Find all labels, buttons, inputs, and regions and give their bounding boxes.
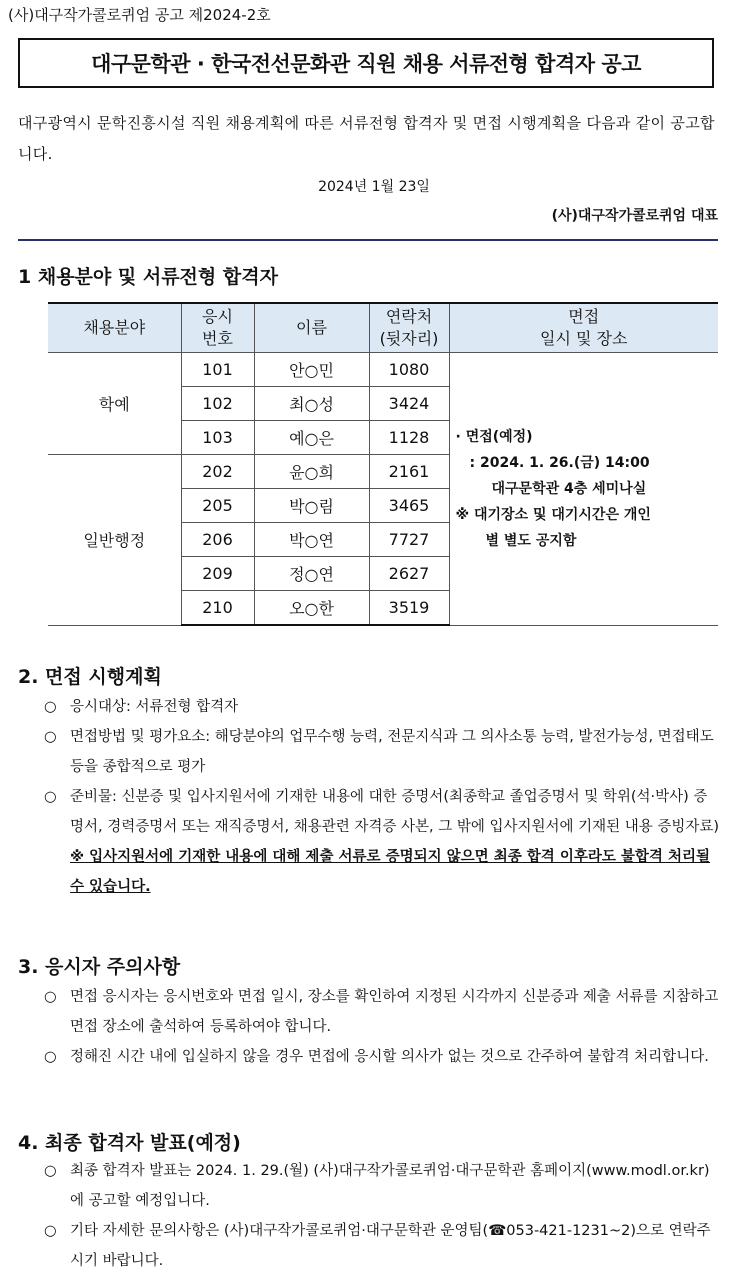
col-header-interview: 면접 일시 및 장소 (449, 303, 718, 353)
list-item-text: 정해진 시간 내에 입실하지 않을 경우 면접에 응시할 의사가 없는 것으로 간주하여 불합격 처리합니다. (70, 1049, 709, 1065)
list-item (44, 1156, 720, 1216)
document-title (18, 38, 714, 88)
col-header-name: 이름 (254, 303, 369, 353)
applicant-phone: 2161 (369, 455, 449, 489)
circle-bullet-icon: ○ (44, 789, 57, 805)
applicant-number: 205 (181, 489, 254, 523)
applicant-name: 오○한 (254, 591, 369, 626)
applicant-number: 101 (181, 353, 254, 387)
interview-note-cont: 별 별도 공지함 (485, 532, 577, 549)
list-item-text: 기타 자세한 문의사항은 (사)대구작가콜로퀴엄·대구문학관 운영팀(☎053-421-1231~2)으로 연락주시기 바랍니다. (70, 1223, 711, 1269)
applicant-name: 윤○희 (254, 455, 369, 489)
circle-bullet-icon: ○ (44, 1163, 57, 1179)
notice-date: 2024년 1월 23일 (318, 179, 430, 195)
list-item (44, 982, 720, 1042)
list-item (44, 1042, 720, 1072)
applicant-phone: 3465 (369, 489, 449, 523)
applicant-name: 안○민 (254, 353, 369, 387)
circle-bullet-icon: ○ (44, 729, 57, 745)
applicant-name: 정○연 (254, 557, 369, 591)
circle-bullet-icon: ○ (44, 1049, 57, 1065)
applicant-phone: 2627 (369, 557, 449, 591)
issuer-name: (사)대구작가콜로퀴엄 대표 (551, 208, 718, 224)
list-item-text: 면접방법 및 평가요소: 해당분야의 업무수행 능력, 전문지식과 그 의사소통 능력, 발전가능성, 면접태도 등을 종합적으로 평가 (70, 729, 714, 775)
applicant-table (48, 302, 718, 626)
applicant-phone: 1080 (369, 353, 449, 387)
applicant-number: 103 (181, 421, 254, 455)
table-header-row (48, 303, 718, 353)
circle-bullet-icon: ○ (44, 989, 57, 1005)
applicant-phone: 3519 (369, 591, 449, 626)
applicant-name: 박○연 (254, 523, 369, 557)
interview-place: 대구문학관 4층 세미나실 (491, 480, 647, 497)
section2-list (44, 692, 720, 902)
applicant-number: 210 (181, 591, 254, 626)
table-row (48, 353, 718, 387)
section2-heading: 2. 면접 시행계획 (18, 666, 162, 688)
interview-note: ※ 대기장소 및 대기시간은 개인 (455, 506, 651, 523)
col-header-field: 채용분야 (48, 303, 181, 353)
applicant-number: 102 (181, 387, 254, 421)
applicant-name: 최○성 (254, 387, 369, 421)
section3-heading: 3. 응시자 주의사항 (18, 956, 181, 978)
applicant-name: 박○림 (254, 489, 369, 523)
header-divider (18, 239, 718, 241)
list-item (44, 782, 720, 842)
list-item-text: 면접 응시자는 응시번호와 면접 일시, 장소를 확인하여 지정된 시각까지 신분증과 제출 서류를 지참하고 면접 장소에 출석하여 등록하여야 합니다. (70, 989, 719, 1035)
field-curatorial: 학예 (48, 353, 181, 455)
col-header-number: 응시 번호 (181, 303, 254, 353)
notice-number: (사)대구작가콜로퀴엄 공고 제2024-2호 (8, 6, 271, 24)
document-title-text: 대구문학관 · 한국전선문화관 직원 채용 서류전형 합격자 공고 (91, 52, 641, 76)
applicant-number: 206 (181, 523, 254, 557)
section4-list (44, 1156, 720, 1276)
circle-bullet-icon: ○ (44, 1223, 57, 1239)
list-item (44, 692, 720, 722)
col-header-phone: 연락처 (뒷자리) (369, 303, 449, 353)
section1-heading: 1 채용분야 및 서류전형 합격자 (18, 266, 278, 288)
warning-note: ※ 입사지원서에 기재한 내용에 대해 제출 서류로 증명되지 않으면 최종 합격 이후라도 불합격 처리될 수 있습니다. (70, 849, 710, 895)
applicant-number: 209 (181, 557, 254, 591)
field-general-admin: 일반행정 (48, 455, 181, 626)
section3-list (44, 982, 720, 1072)
interview-info (449, 353, 718, 626)
applicant-number: 202 (181, 455, 254, 489)
list-item (44, 1216, 720, 1276)
interview-label: · 면접(예정) (455, 428, 533, 445)
circle-bullet-icon: ○ (44, 699, 57, 715)
list-item-text: 최종 합격자 발표는 2024. 1. 29.(월) (사)대구작가콜로퀴엄·대구문학관 홈페이지(www.modl.or.kr)에 공고할 예정입니다. (70, 1163, 710, 1209)
list-item-text: 응시대상: 서류전형 합격자 (70, 699, 239, 715)
section4-heading: 4. 최종 합격자 발표(예정) (18, 1132, 241, 1154)
list-item (44, 722, 720, 782)
applicant-phone: 7727 (369, 523, 449, 557)
applicant-name: 예○은 (254, 421, 369, 455)
applicant-phone: 3424 (369, 387, 449, 421)
applicant-phone: 1128 (369, 421, 449, 455)
interview-datetime: : 2024. 1. 26.(금) 14:00 (469, 454, 650, 471)
intro-paragraph: 대구광역시 문학진흥시설 직원 채용계획에 따른 서류전형 합격자 및 면접 시행계획을 다음과 같이 공고합니다. (18, 114, 715, 163)
list-item-text: 준비물: 신분증 및 입사지원서에 기재한 내용에 대한 증명서(최종학교 졸업증명서 및 학위(석·박사) 증명서, 경력증명서 또는 재직증명서, 채용관련 자격증 사본, 그 밖에 입사지원서에 기재된 내용 증빙자료) (70, 789, 720, 835)
